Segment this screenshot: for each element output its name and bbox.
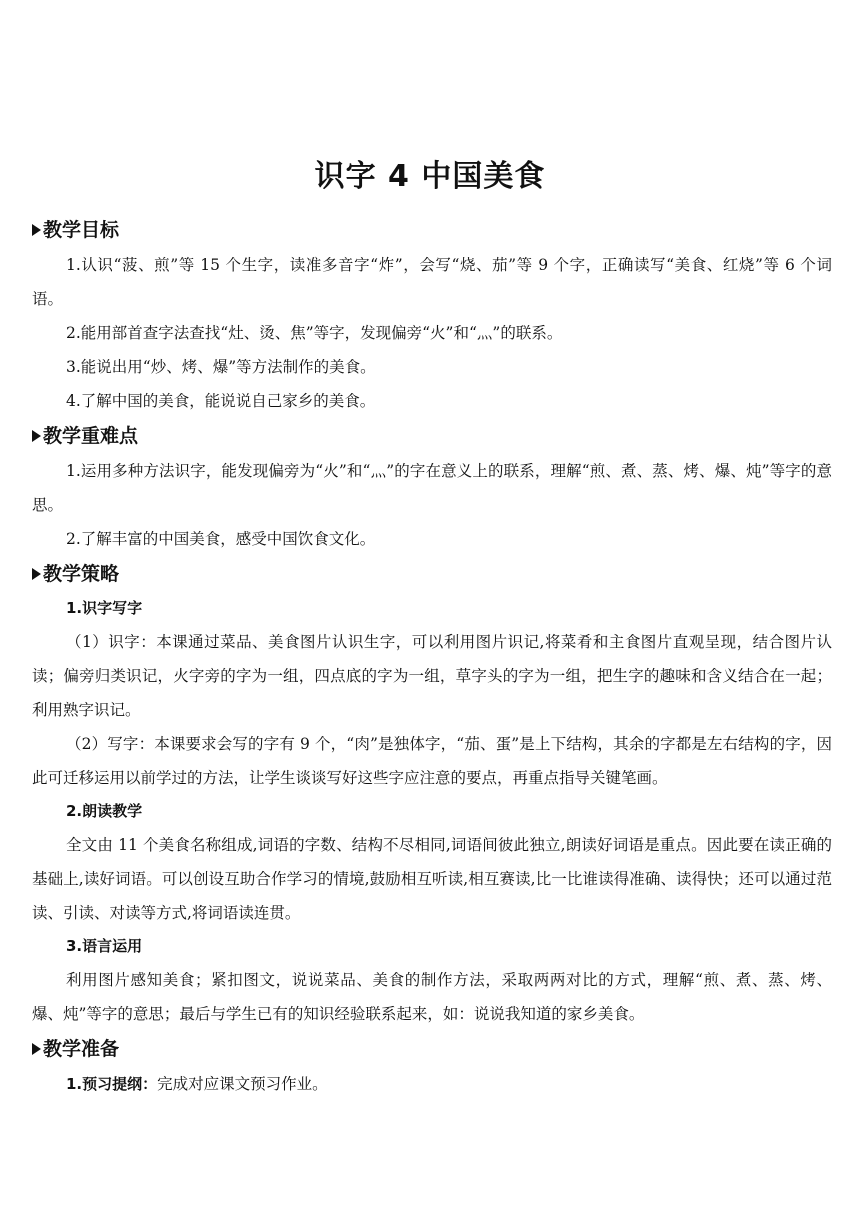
preparation-item-text: 完成对应课文预习作业。 [157, 1075, 328, 1093]
reading-paragraph: 全文由 11 个美食名称组成,词语的字数、结构不尽相同,词语间彼此独立,朗读好词语是重点。因此要在读正确的基础上,读好词语。可以创设互助合作学习的情境,鼓励相互听读,相互赛读,比一比谁读得准确、读得快；还可以通过范读、引读、对读等方式,将词语读连贯。 [32, 836, 832, 922]
triangle-bullet-icon [32, 430, 41, 442]
goal-item: 2.能用部首查字法查找“灶、烫、焦”等字，发现偏旁“火”和“灬”的联系。 [66, 324, 563, 342]
section-heading-label: 教学重难点 [43, 425, 139, 447]
goal-item: 1.认识“菠、煎”等 15 个生字，读准多音字“炸”，会写“烧、茄”等 9 个字，正确读写“美食、红烧”等 6 个词语。 [32, 256, 832, 308]
literacy-paragraph: （1）识字：本课通过菜品、美食图片认识生字，可以利用图片识记,将菜肴和主食图片直观呈现，结合图片认读；偏旁归类识记，火字旁的字为一组，四点底的字为一组，草字头的字为一组，把生字的趣味和含义结合在一起；利用熟字识记。 [32, 633, 832, 719]
subheading-reading: 2.朗读教学 [66, 802, 143, 820]
triangle-bullet-icon [32, 568, 41, 580]
keypoint-item: 2.了解丰富的中国美食，感受中国饮食文化。 [66, 530, 376, 548]
section-heading-keypoints [32, 418, 832, 454]
document-body [32, 212, 832, 1101]
page-title: 识字 4 中国美食 [314, 159, 546, 194]
writing-paragraph: （2）写字：本课要求会写的字有 9 个，“肉”是独体字，“茄、蛋”是上下结构，其余的字都是左右结构的字，因此可迁移运用以前学过的方法，让学生谈谈写好这些字应注意的要点，再重点指导关键笔画。 [32, 735, 832, 787]
section-heading-label: 教学策略 [43, 563, 120, 585]
preparation-item-label: 1.预习提纲： [66, 1075, 158, 1093]
section-heading-preparation [32, 1031, 832, 1067]
triangle-bullet-icon [32, 1043, 41, 1055]
section-heading-goals [32, 212, 832, 248]
subheading-language: 3.语言运用 [66, 937, 143, 955]
section-heading-strategy [32, 556, 832, 592]
language-paragraph: 利用图片感知美食；紧扣图文，说说菜品、美食的制作方法，采取两两对比的方式，理解“煎、煮、蒸、烤、爆、炖”等字的意思；最后与学生已有的知识经验联系起来，如：说说我知道的家乡美食。 [32, 971, 832, 1023]
keypoint-item: 1.运用多种方法识字，能发现偏旁为“火”和“灬”的字在意义上的联系，理解“煎、煮、蒸、烤、爆、炖”等字的意思。 [32, 462, 832, 514]
goal-item: 4.了解中国的美食，能说说自己家乡的美食。 [66, 392, 376, 410]
triangle-bullet-icon [32, 224, 41, 236]
section-heading-label: 教学目标 [43, 219, 120, 241]
preparation-item [32, 1067, 832, 1101]
subheading-literacy: 1.识字写字 [66, 599, 143, 617]
section-heading-label: 教学准备 [43, 1038, 120, 1060]
goal-item: 3.能说出用“炒、烤、爆”等方法制作的美食。 [66, 358, 376, 376]
